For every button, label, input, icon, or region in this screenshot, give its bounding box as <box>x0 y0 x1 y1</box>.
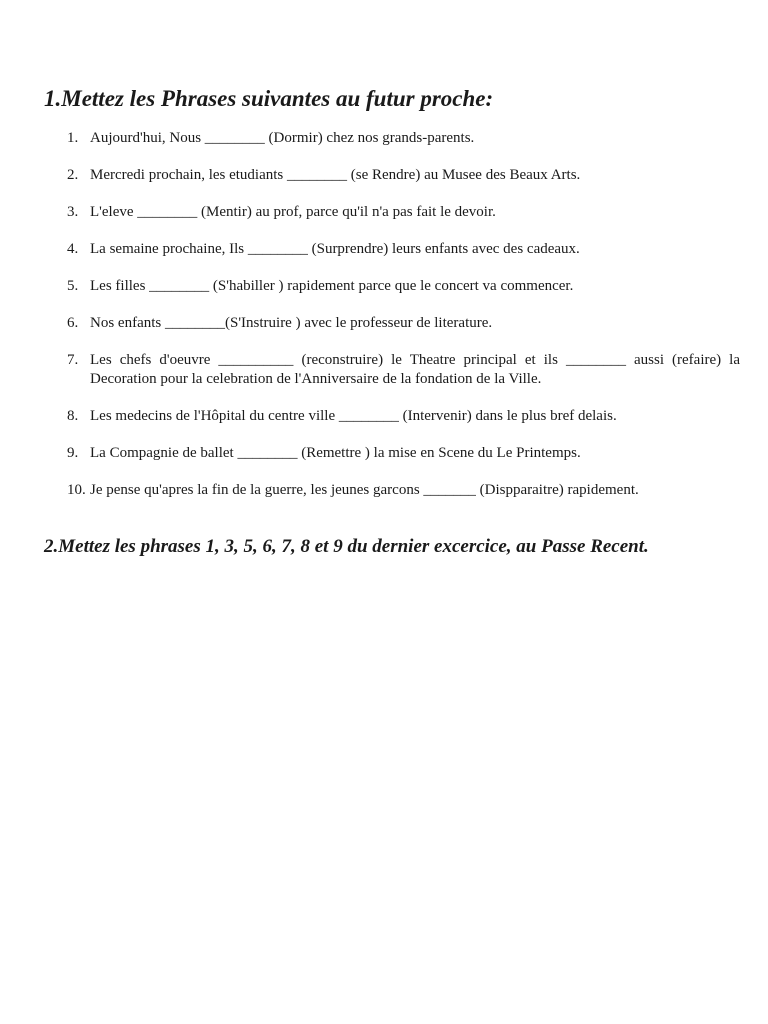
item-number: 8. <box>67 408 79 424</box>
item-number: 5. <box>67 278 79 294</box>
item-sentence: L'eleve ________ (Mentir) au prof, parce qu'il n'a pas fait le devoir. <box>90 204 496 220</box>
list-item <box>0 351 768 389</box>
list-item <box>0 407 768 426</box>
item-sentence: Je pense qu'apres la fin de la guerre, les jeunes garcons _______ (Dispparaitre) rapidement. <box>90 482 639 498</box>
list-item <box>0 481 768 500</box>
item-number: 4. <box>67 241 79 257</box>
exercise-2-title: 2.Mettez les phrases 1, 3, 5, 6, 7, 8 et 9 du dernier excercice, au Passe Recent. <box>44 536 649 557</box>
item-sentence: Les chefs d'oeuvre __________ (reconstruire) le Theatre principal et ils ________ aussi (refaire) la Decoration pour la celebration de l'Anniversaire de la fondation de la Ville. <box>90 352 740 387</box>
item-number: 6. <box>67 315 79 331</box>
list-item <box>0 129 768 148</box>
item-number: 3. <box>67 204 79 220</box>
item-number: 7. <box>67 352 79 368</box>
item-sentence: Les medecins de l'Hôpital du centre ville ________ (Intervenir) dans le plus bref delais. <box>90 408 617 424</box>
exercise-1-title: 1.Mettez les Phrases suivantes au futur proche: <box>44 86 494 111</box>
item-number: 2. <box>67 167 79 183</box>
item-sentence: La Compagnie de ballet ________ (Remettre ) la mise en Scene du Le Printemps. <box>90 445 581 461</box>
exercise-1-list <box>0 129 768 518</box>
item-number: 1. <box>67 130 79 146</box>
list-item <box>0 277 768 296</box>
list-item <box>0 166 768 185</box>
item-sentence: Les filles ________ (S'habiller ) rapidement parce que le concert va commencer. <box>90 278 574 294</box>
item-sentence: La semaine prochaine, Ils ________ (Surprendre) leurs enfants avec des cadeaux. <box>90 241 580 257</box>
list-item <box>0 444 768 463</box>
item-sentence: Mercredi prochain, les etudiants ________ (se Rendre) au Musee des Beaux Arts. <box>90 167 581 183</box>
item-number: 10. <box>67 482 86 498</box>
list-item <box>0 203 768 222</box>
item-number: 9. <box>67 445 79 461</box>
list-item <box>0 314 768 333</box>
item-sentence: Nos enfants ________(S'Instruire ) avec le professeur de literature. <box>90 315 493 331</box>
list-item <box>0 240 768 259</box>
item-sentence: Aujourd'hui, Nous ________ (Dormir) chez nos grands-parents. <box>90 130 475 146</box>
